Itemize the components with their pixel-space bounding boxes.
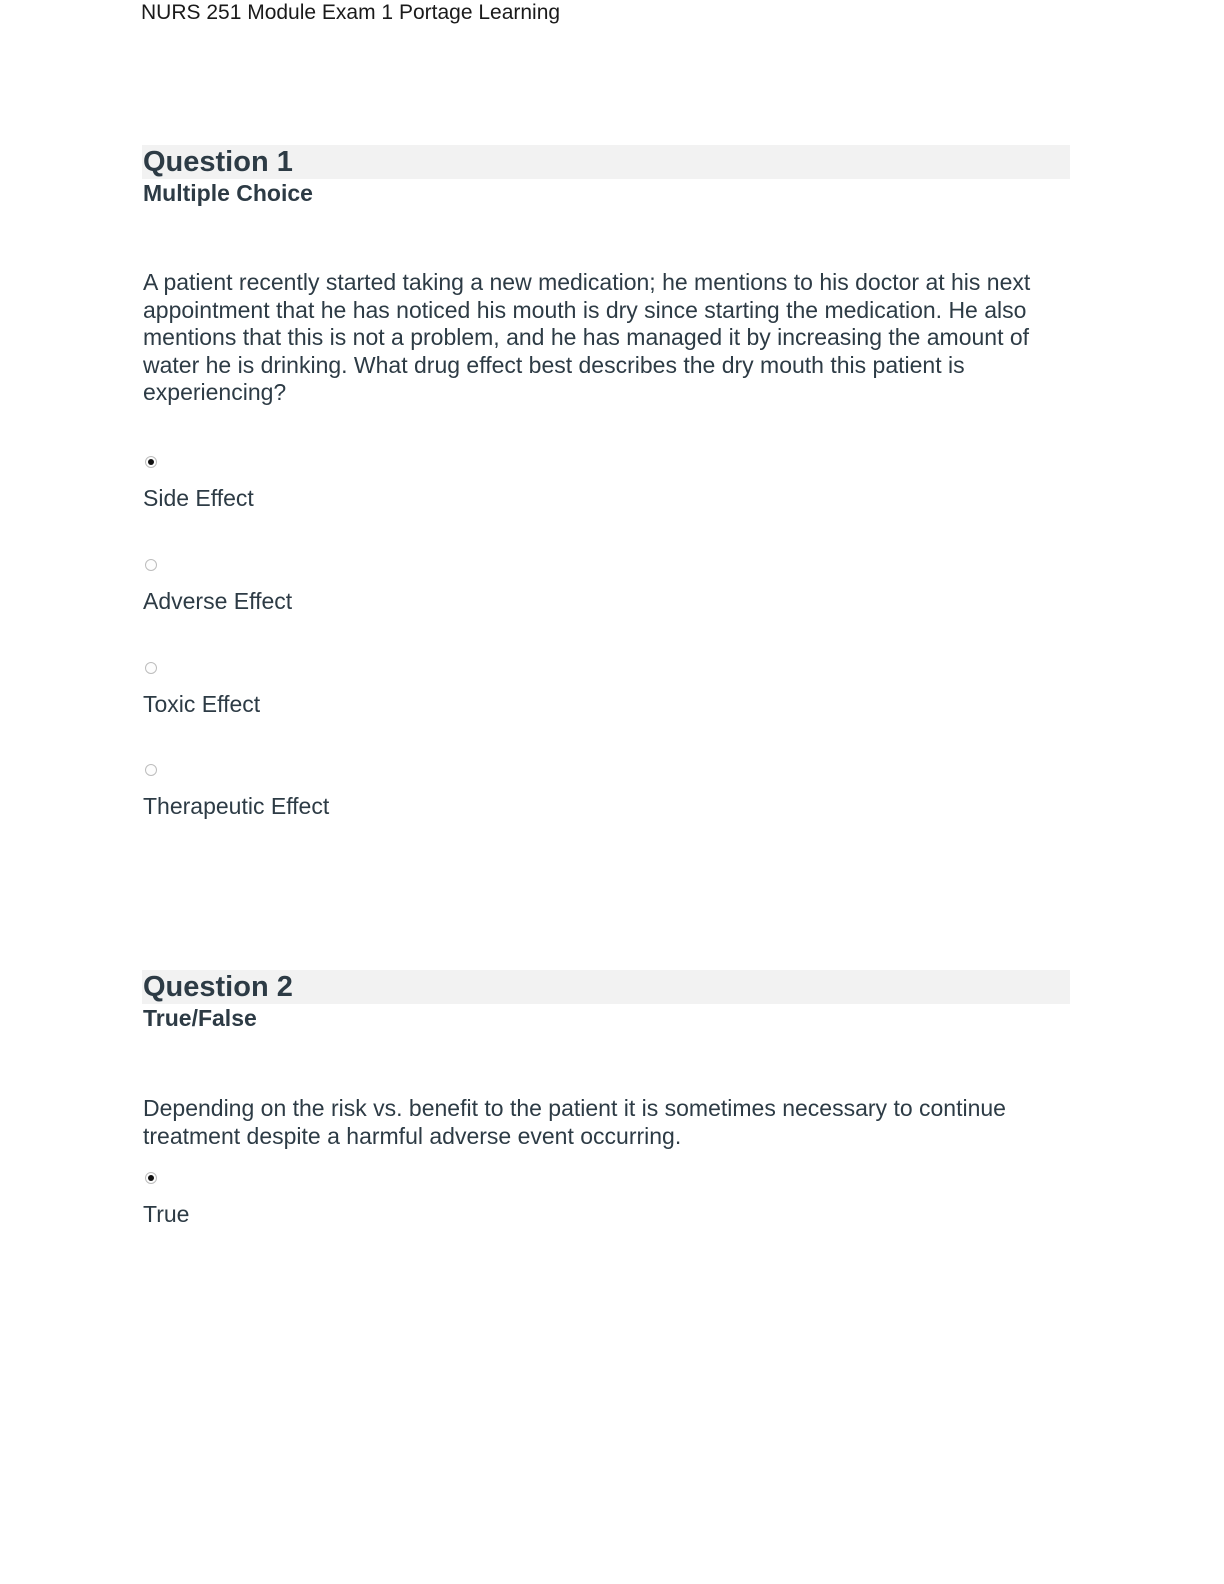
radio-selected-icon[interactable] xyxy=(145,1172,157,1184)
answer-label: Toxic Effect xyxy=(143,691,261,717)
radio-unselected-icon[interactable] xyxy=(145,559,157,571)
answer-label: True xyxy=(143,1201,190,1227)
question-type: True/False xyxy=(143,1005,257,1031)
question-text: Depending on the risk vs. benefit to the patient it is sometimes necessary to continue treatment despite a harmful adverse event occurring. xyxy=(143,1095,1006,1149)
radio-unselected-icon[interactable] xyxy=(145,662,157,674)
radio-unselected-icon[interactable] xyxy=(145,764,157,776)
question-2 xyxy=(142,970,1070,1032)
question-type: Multiple Choice xyxy=(143,180,313,206)
answer-label: Side Effect xyxy=(143,485,254,511)
question-title-bar xyxy=(142,145,1070,179)
question-text: A patient recently started taking a new medication; he mentions to his doctor at his next appointment that he has noticed his mouth is dry since starting the medication. He also mentions that this is not a problem, and he has managed it by increasing the amount of water he is drinking. What drug effect best describes the dry mouth this patient is experiencing? xyxy=(143,269,1031,405)
radio-selected-icon[interactable] xyxy=(145,456,157,468)
question-title: Question 1 xyxy=(143,146,293,178)
question-title-bar xyxy=(142,970,1070,1004)
document-header-title: NURS 251 Module Exam 1 Portage Learning xyxy=(141,1,561,24)
question-title: Question 2 xyxy=(143,971,293,1003)
question-1 xyxy=(142,145,1070,207)
answer-label: Therapeutic Effect xyxy=(143,793,330,819)
answer-label: Adverse Effect xyxy=(143,588,293,614)
